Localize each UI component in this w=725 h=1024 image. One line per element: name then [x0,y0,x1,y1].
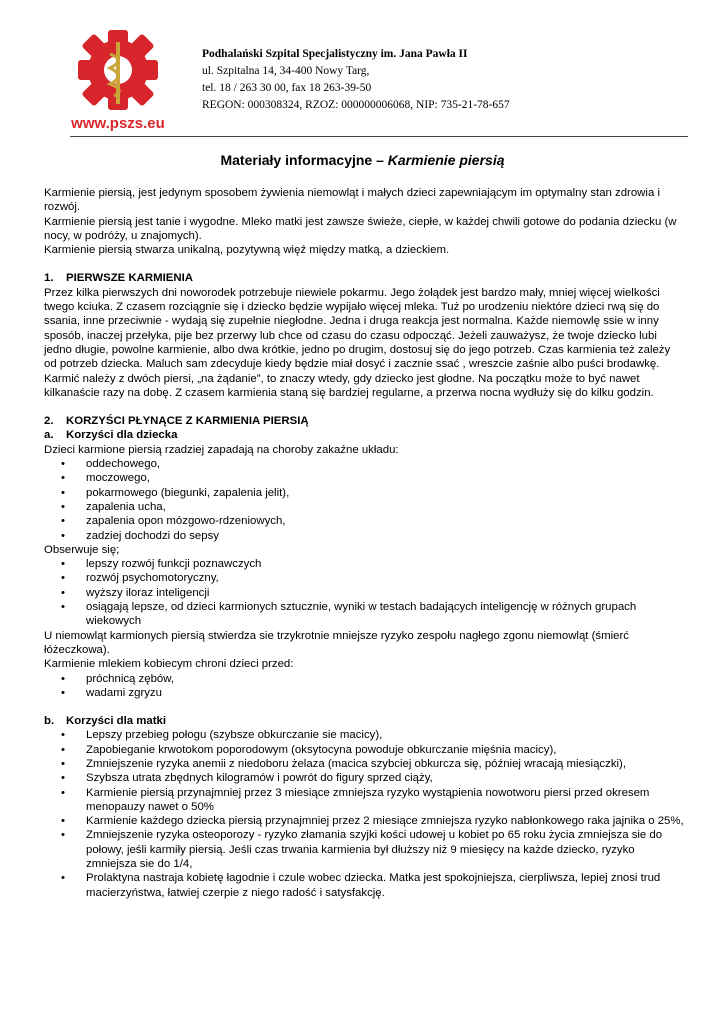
protection-lead: Karmienie mlekiem kobiecym chroni dzieci przed: [44,658,294,671]
subsection-a-heading: a. Korzyści dla dziecka [44,429,178,442]
hospital-address: ul. Szpitalna 14, 34-400 Nowy Targ, [202,65,370,77]
list-item: • Zapobieganie krwotokom poporodowym (oksytocyna powoduje obkurczanie mięśnia macicy), [44,743,684,757]
title-prefix: Materiały informacyjne – [220,152,388,168]
list-item: • próchnicą zębów, [44,672,684,686]
list-item: • Karmienie piersią przynajmniej przez 3 miesiące zmniejsza ryzyko wystąpienia nowotworu piersi przed okresem menopauzy nawet o 50% [44,786,684,815]
sids-paragraph: U niemowląt karmionych piersią stwierdza sie trzykrotnie mniejsze ryzyko zespołu nagłego zgonu niemowląt (śmierć łóżeczkowa). [44,629,629,656]
hospital-logo [70,24,166,134]
hospital-registry: REGON: 000308324, RZOZ: 000000006068, NIP: 735-21-78-657 [202,99,510,111]
list-item: • pokarmowego (biegunki, zapalenia jelit), [44,486,684,500]
letterhead [202,46,510,114]
list-item: • zapalenia ucha, [44,500,684,514]
list-item: • osiągają lepsze, od dzieci karmionych sztucznie, wyniki w testach badających inteligencję w różnych grupach wiekowych [44,600,684,629]
header-divider [70,136,688,137]
list-item: • Lepszy przebieg połogu (szybsze obkurczanie sie macicy), [44,728,684,742]
intro-paragraph: Karmienie piersią stwarza unikalną, pozytywną więź między matką, a dzieckiem. [44,244,450,257]
mother-benefits-list [44,728,684,900]
list-item: • lepszy rozwój funkcji poznawczych [44,557,684,571]
page-title [0,152,725,168]
title-topic: Karmienie piersią [387,152,505,168]
list-item: • oddechowego, [44,457,684,471]
list-item: • wadami zgryzu [44,686,684,700]
list-item: • zadziej dochodzi do sepsy [44,529,684,543]
logo-text: www.pszs.eu [71,115,165,132]
observations-list [44,557,684,628]
list-item: • Prolaktyna nastraja kobietę łagodnie i czule wobec dziecka. Matka jest spokojniejsza, cierpliwsza, lepiej znosi trud macierzyństwa, łatwiej czerpie z niego radość i satysfakcję. [44,871,684,900]
list-item: • Zmniejszenie ryzyka osteoporozy - ryzyko złamania szyjki kości udowej u kobiet po 65 roku życia zmniejsza sie do połowy, jeśli karmiły piersią. Jeśli czas trwania karmienia był dłuższy niż 9 miesięcy na każde dziecko, ryzyko zmniejsza sie do 1/4, [44,828,684,871]
list-item: • Karmienie każdego dziecka piersią przynajmniej przez 2 miesiące zmniejsza ryzyko nabłonkowego raka jajnika o 25%, [44,814,684,828]
subsection-b-heading: b. Korzyści dla matki [44,715,167,728]
list-item: • moczowego, [44,471,684,485]
hospital-name: Podhalański Szpital Specjalistyczny im. Jana Pawła II [202,48,468,60]
section-1-heading: 1. PIERWSZE KARMIENIA [44,272,193,285]
list-item: • zapalenia opon mózgowo-rdzeniowych, [44,514,684,528]
list-item: • rozwój psychomotoryczny, [44,571,684,585]
section-1-text: Przez kilka pierwszych dni noworodek potrzebuje niewiele pokarmu. Jego żołądek jest bardzo mały, mniej więcej wielkości twego kciuka. Z czasem rozciągnie się i dziecko będzie wypijało więcej mleka. Tuż po urodzeniu niektóre dzieci rwą się do ssania, inne przeciwnie - wydają się zupełnie niegłodne. Jedna i druga reakcja jest normalna. Każde niemowlę ssie w inny sposób, inaczej przełyka, pije bez przerwy lub chce od czasu do czasu odpocząć. Jeżeli zauważysz, że twoje dziecko lubi jedno długie, powolne karmienie, albo dwa krótkie, jedno po drugim, dostosuj się do jego potrzeb. Czas karmienia też zależy od potrzeb dziecka. Maluch sam zdecyduje kiedy będzie miał dosyć i zacznie ssać , wreszcie zaśnie albo puści brodawkę. Karmić należy z dwóch piersi, „na żądanie”, to znaczy wtedy, gdy dziecko jest głodne. Na początku może to być nawet kilkanaście razy na dobę. Z czasem karmienia staną się bardziej regularne, a przerwa nocna wydłuży się do kilku godzin. [44,286,671,399]
subsection-a-lead: Dzieci karmione piersią rzadziej zapadają na choroby zakaźne układu: [44,443,399,456]
observations-lead: Obserwuje się; [44,543,120,556]
list-item: • Szybsza utrata zbędnych kilogramów i powrót do figury sprzed ciąży, [44,771,684,785]
section-2-heading: 2. KORZYŚCI PŁYNĄCE Z KARMIENIA PIERSIĄ [44,415,309,428]
intro-paragraph: Karmienie piersią, jest jedynym sposobem żywienia niemowląt i małych dzieci zapewniającym im optymalny stan zdrowia i rozwój. [44,187,660,214]
list-item: • wyższy iloraz inteligencji [44,586,684,600]
list-item: • Zmniejszenie ryzyka anemii z niedoboru żelaza (macica szybciej obkurcza się, później wracają miesiączki), [44,757,684,771]
protection-list [44,672,684,701]
document-body [44,186,684,900]
hospital-phone: tel. 18 / 263 30 00, fax 18 263-39-50 [202,82,372,94]
infections-list [44,457,684,543]
intro-paragraph: Karmienie piersią jest tanie i wygodne. Mleko matki jest zawsze świeże, ciepłe, w każdej chwili gotowe do podania dziecku (w nocy, w podróży, u znajomych). [44,215,677,242]
